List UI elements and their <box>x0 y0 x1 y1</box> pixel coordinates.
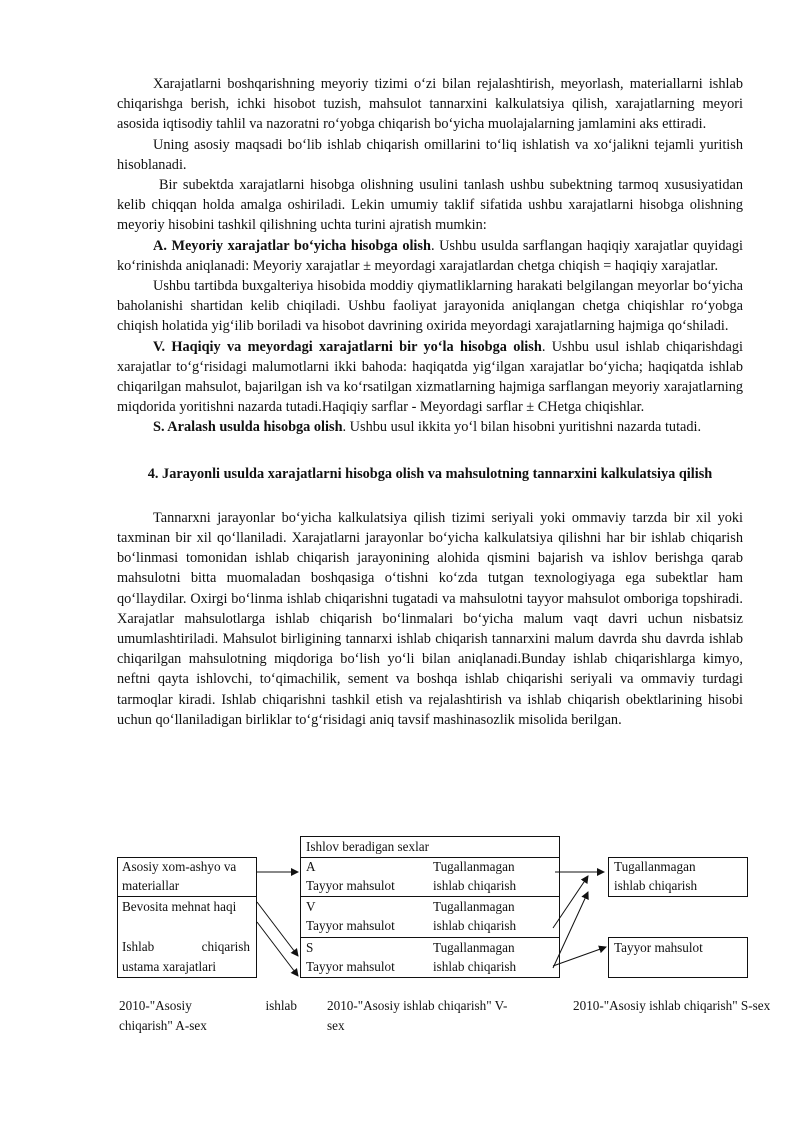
shop-v-finished: Tayyor mahsulot <box>306 918 395 933</box>
caption-v-line2: sex <box>327 1018 345 1033</box>
arrow-s-up <box>553 892 588 968</box>
paragraph-5: Ushbu tartibda buxgalteriya hisobida moddiy qiymatliklarning harakati belgilangan meyorlar bo‘yicha baholanishi shartidan kelib chiqiladi. Ushbu faoliyat jarayonida aniqlangan chetga chiqishlar ro‘yobga chiqish holatida yig‘ilib boriladi va hisobot davrining oxirida meyordagi xarajatlarning hajmiga qo‘shiladi. <box>117 278 743 335</box>
shop-s-name: S <box>306 940 314 955</box>
direct-labor: Bevosita mehnat haqi <box>122 899 237 914</box>
wip-result-line1: Tugallanmagan <box>614 859 696 874</box>
shop-a-wip-2: ishlab chiqarish <box>433 878 517 893</box>
shops-header: Ishlov beradigan sexlar <box>306 839 430 854</box>
method-v-title: V. Haqiqiy va meyordagi xarajatlarni bir yo‘la hisobga olish <box>153 338 542 355</box>
arrow-overhead-to-s <box>257 922 298 976</box>
overhead-line2: ustama xarajatlari <box>122 959 217 974</box>
overhead-word-2: chiqarish <box>201 939 250 954</box>
shop-s-wip-2: ishlab chiqarish <box>433 959 517 974</box>
caption-s: 2010-"Asosiy ishlab chiqarish" S-sex <box>573 998 771 1013</box>
paragraph-8: Tannarxni jarayonlar bo‘yicha kalkulatsiya qilish tizimi seriyali yoki ommaviy tarzda bir xil yoki taxminan bir xil qo‘llaniladi. Xarajatlarni jarayonlar bo‘yicha kalkulatsiya qilishni har bir ishlab chiqarish bo‘linmasi tomonidan ishlab chiqarish jarayonining alohida qismini bajarish va ishlov berishga qarab mahsulotni bitta muomaladan boshqasiga o‘tishni ko‘zda tutgan texnologiyaga ega subektlar ham qo‘llaydilar. Oxirgi bo‘linma ishlab chiqarishni tugatadi va mahsulotni tayyor mahsulot omboriga topshiradi. Xarajatlar mahsulotlarga ishlab chiqarish bo‘linmalari bo‘yicha malum vaqt davri uchun nisbatsiz umumlashtiriladi. Mahsulot birligining tannarxi ishlab chiqarish tannarxini malum davrda shu davrda ishlab chiqarilgan mahsulotning miqdoriga bo‘lish yo‘li bilan aniqlanadi.Bunday ishlab chiqarishlarga kimyo, neftni qayta ishlovchi, to‘qimachilik, sement va boshqa ishlab chiqarishi seriyali va ommaviy turdagi tarmoqlar kiradi. Ishlab chiqarishni tashkil etish va rejalashtirish va ishlab chiqarish obektlarining hisobi uchun qo‘llaniladigan birliklar to‘g‘risidagi aniq tavsif mashinasozlik misolida berilgan. <box>117 509 743 728</box>
caption-a-line1 <box>119 996 297 1016</box>
method-v-text: . Ushbu usul ishlab chiqarishdagi xarajatlar to‘g‘risidagi malumotlarni ikki bahoda: haqiqatda yig‘ilgan xarajatlar bo‘yicha; haqiqatda ishlab chiqarilgan mahsulot, bajarilgan ish va ko‘rsatilgan xizmatlarning hajmiga sarflangan meyoriy xarajatlarning miqdorida yoritishni nazarda tutadi.Haqiqiy sarflar - Meyordagi sarflar ± CHetga chiqishlar. <box>117 338 743 416</box>
caption-v-line1: 2010-"Asosiy ishlab chiqarish" V- <box>327 998 508 1013</box>
shop-s-finished: Tayyor mahsulot <box>306 959 395 974</box>
paragraph-2: Uning asosiy maqsadi bo‘lib ishlab chiqarish omillarini to‘liq ishlatish va xo‘jalikni tejamli yuritish hisoblanadi. <box>117 136 743 173</box>
raw-materials-line2: materiallar <box>122 878 180 893</box>
method-a-title: A. Meyoriy xarajatlar bo‘yicha hisobga olish <box>153 237 431 254</box>
caption-a-part1: 2010-"Asosiy <box>119 998 192 1013</box>
shop-v-wip-1: Tugallanmagan <box>433 899 515 914</box>
raw-materials-line1: Asosiy xom-ashyo va <box>122 859 237 874</box>
shop-s-wip-1: Tugallanmagan <box>433 940 515 955</box>
method-s-text: . Ushbu usul ikkita yo‘l bilan hisobni yuritishni nazarda tutadi. <box>342 419 702 436</box>
wip-result-line2: ishlab chiqarish <box>614 878 698 893</box>
section-heading: 4. Jarayonli usulda xarajatlarni hisobga olish va mahsulotning tannarxini kalkulatsiya qilish <box>147 465 713 482</box>
shop-v-wip-2: ishlab chiqarish <box>433 918 517 933</box>
caption-a-line2: chiqarish" A-sex <box>119 1018 207 1033</box>
caption-a-part2: ishlab <box>265 998 297 1013</box>
shop-v-name: V <box>306 899 316 914</box>
shop-a-wip-1: Tugallanmagan <box>433 859 515 874</box>
paragraph-1: Xarajatlarni boshqarishning meyoriy tizimi o‘zi bilan rejalashtirish, meyorlash, materiallarni ishlab chiqarishga berish, ichki hisobot tuzish, mahsulot tannarxini kalkulatsiya qilish, xarajatlarning meyori asosida iqtisodiy tahlil va nazoratni ro‘yobga chiqarish bo‘yicha muolajalarning jamlamini aks ettiradi. <box>117 76 743 133</box>
method-a-text: . Ushbu usulda sarflangan haqiqiy xarajatlar quyidagi ko‘rinishda aniqlanadi: Meyoriy xarajatlar ± meyordagi xarajatlardan chetga chiqish = haqiqiy xarajatlar. <box>117 237 744 274</box>
arrow-labor-to-v <box>257 902 298 956</box>
shop-a-finished: Tayyor mahsulot <box>306 878 395 893</box>
shop-a-name: A <box>306 859 316 874</box>
paragraph-3: Bir subektda xarajatlarni hisobga olishning usulini tanlash ushbu subektning tarmoq xususiyatidan kelib chiqqan holda amalga oshiriladi. Lekin umumiy taklif sifatida ushbu xarajatlarni hisobga olishning meyoriy hisobini tashkil qilishning uchta turini ajratish mumkin: <box>117 177 743 234</box>
finished-goods: Tayyor mahsulot <box>614 940 703 955</box>
method-s-title: S. Aralash usulda hisobga olish <box>153 419 343 436</box>
arrow-v-up <box>553 876 588 928</box>
overhead-word-1: Ishlab <box>122 939 155 954</box>
